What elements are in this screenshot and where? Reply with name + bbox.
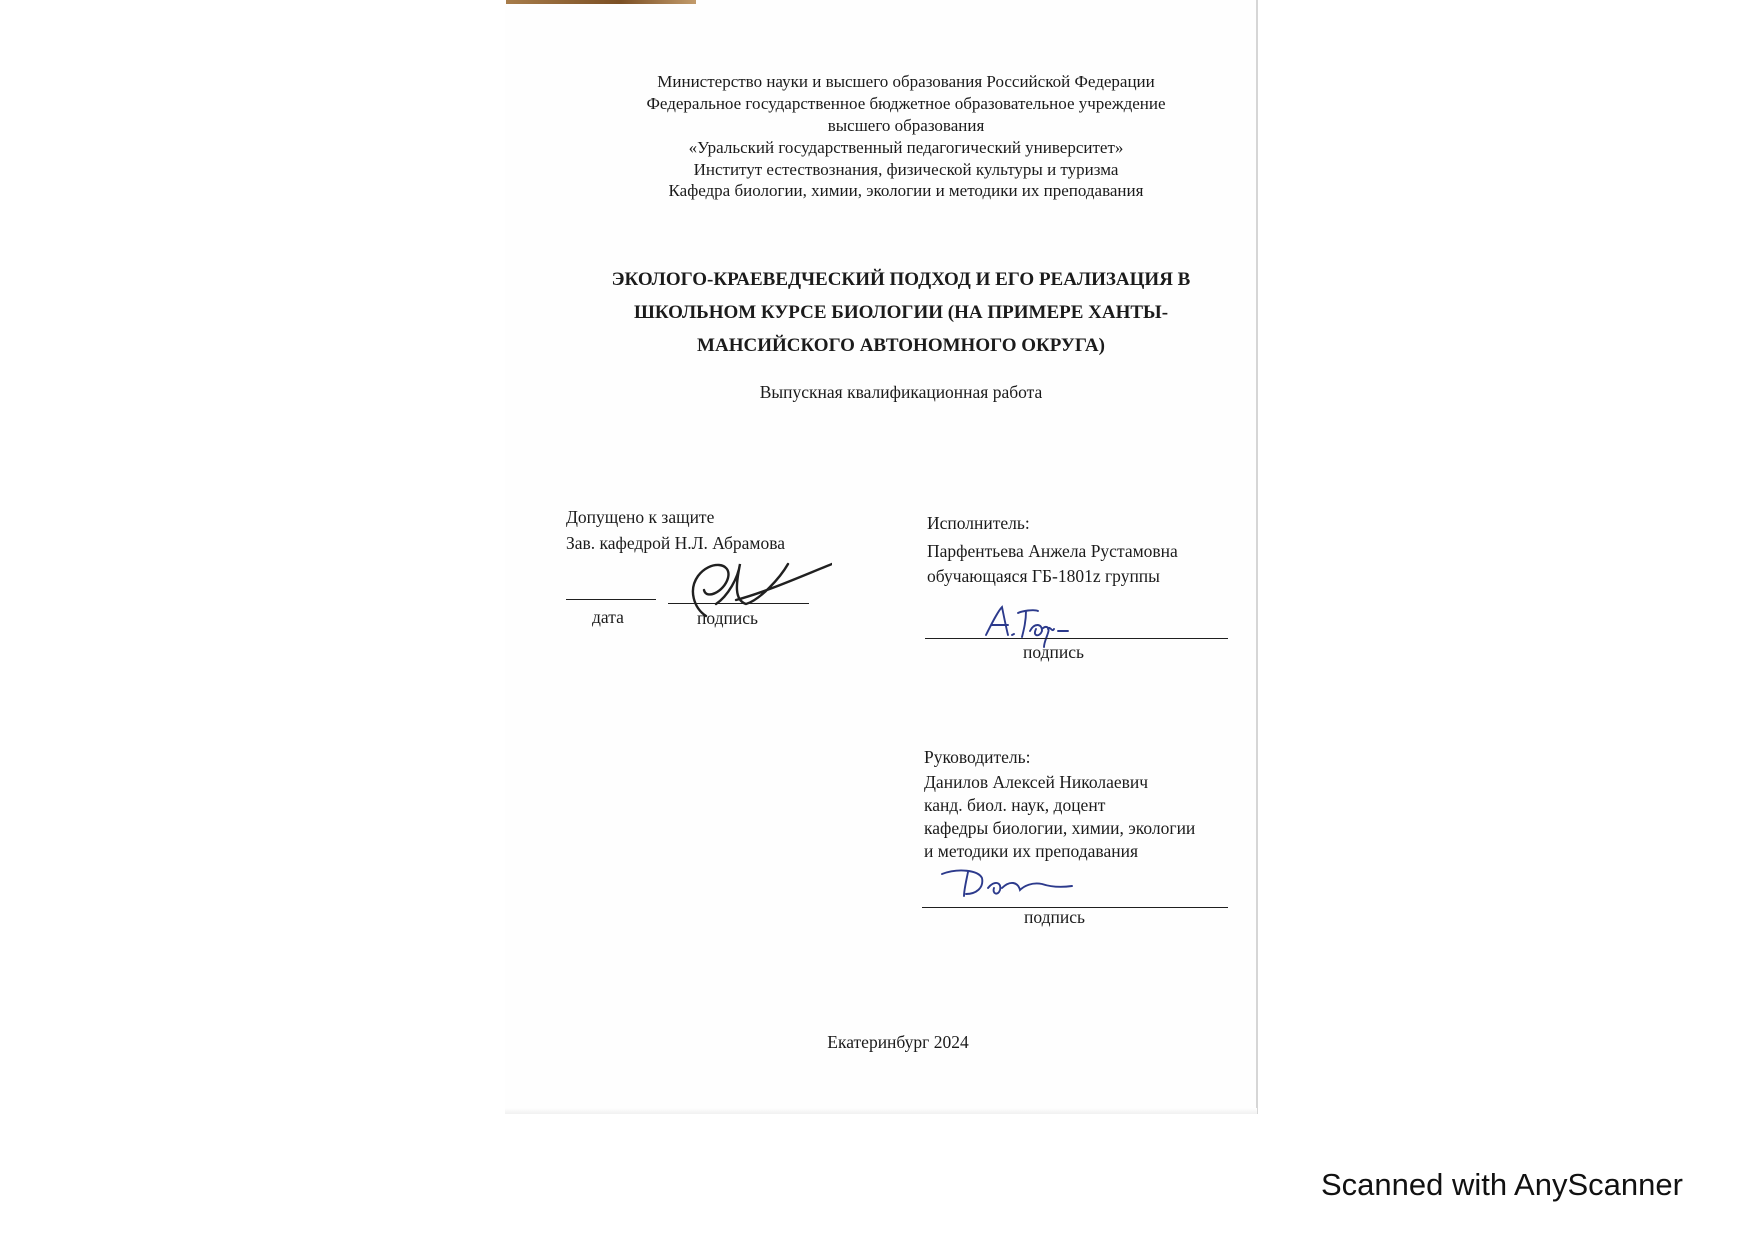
page-edge [1256, 0, 1258, 1114]
supervisor-department-2: и методики их преподавания [924, 841, 1138, 861]
approval-status: Допущено к защите [566, 507, 715, 527]
date-line [566, 599, 656, 600]
header-line-department: Кафедра биологии, химии, экологии и методики их преподавания [668, 181, 1144, 200]
executor-signature-caption: подпись [1023, 642, 1084, 662]
approval-head-of-department: Зав. кафедрой Н.Л. Абрамова [566, 533, 785, 553]
header-line-ministry: Министерство науки и высшего образования Российской Федерации [657, 72, 1155, 91]
header-line-education-level: высшего образования [827, 116, 985, 135]
title-line-3: МАНСИЙСКОГО АВТОНОМНОГО ОКРУГА) [697, 335, 1105, 356]
head-signature-caption: подпись [697, 608, 758, 628]
executor-role: Исполнитель: [927, 513, 1030, 533]
supervisor-degree: канд. биол. наук, доцент [924, 795, 1106, 815]
executor-name: Парфентьева Анжела Рустамовна [927, 541, 1178, 561]
city-year: Екатеринбург 2024 [827, 1032, 969, 1052]
executor-signature-line [925, 638, 1228, 639]
scanner-watermark: Scanned with AnyScanner [1321, 1167, 1683, 1202]
header-line-university: «Уральский государственный педагогический университет» [688, 138, 1124, 157]
header-line-institution-type: Федеральное государственное бюджетное образовательное учреждение [646, 94, 1166, 113]
supervisor-role: Руководитель: [924, 747, 1031, 767]
thesis-subtitle: Выпускная квалификационная работа [759, 382, 1043, 402]
supervisor-department-1: кафедры биологии, химии, экологии [924, 818, 1196, 838]
title-line-1: ЭКОЛОГО-КРАЕВЕДЧЕСКИЙ ПОДХОД И ЕГО РЕАЛИЗАЦИЯ В [611, 269, 1191, 290]
header-line-institute: Институт естествознания, физической культуры и туризма [693, 160, 1119, 179]
page-bottom-shadow [505, 1108, 1257, 1114]
date-caption: дата [592, 607, 624, 627]
title-line-2: ШКОЛЬНОМ КУРСЕ БИОЛОГИИ (НА ПРИМЕРЕ ХАНТЫ- [633, 302, 1169, 323]
supervisor-signature-caption: подпись [1024, 907, 1085, 927]
supervisor-signature [938, 866, 1074, 900]
executor-group: обучающаяся ГБ-1801z группы [927, 566, 1160, 586]
scan-artifact [506, 0, 696, 4]
supervisor-name: Данилов Алексей Николаевич [924, 772, 1149, 792]
